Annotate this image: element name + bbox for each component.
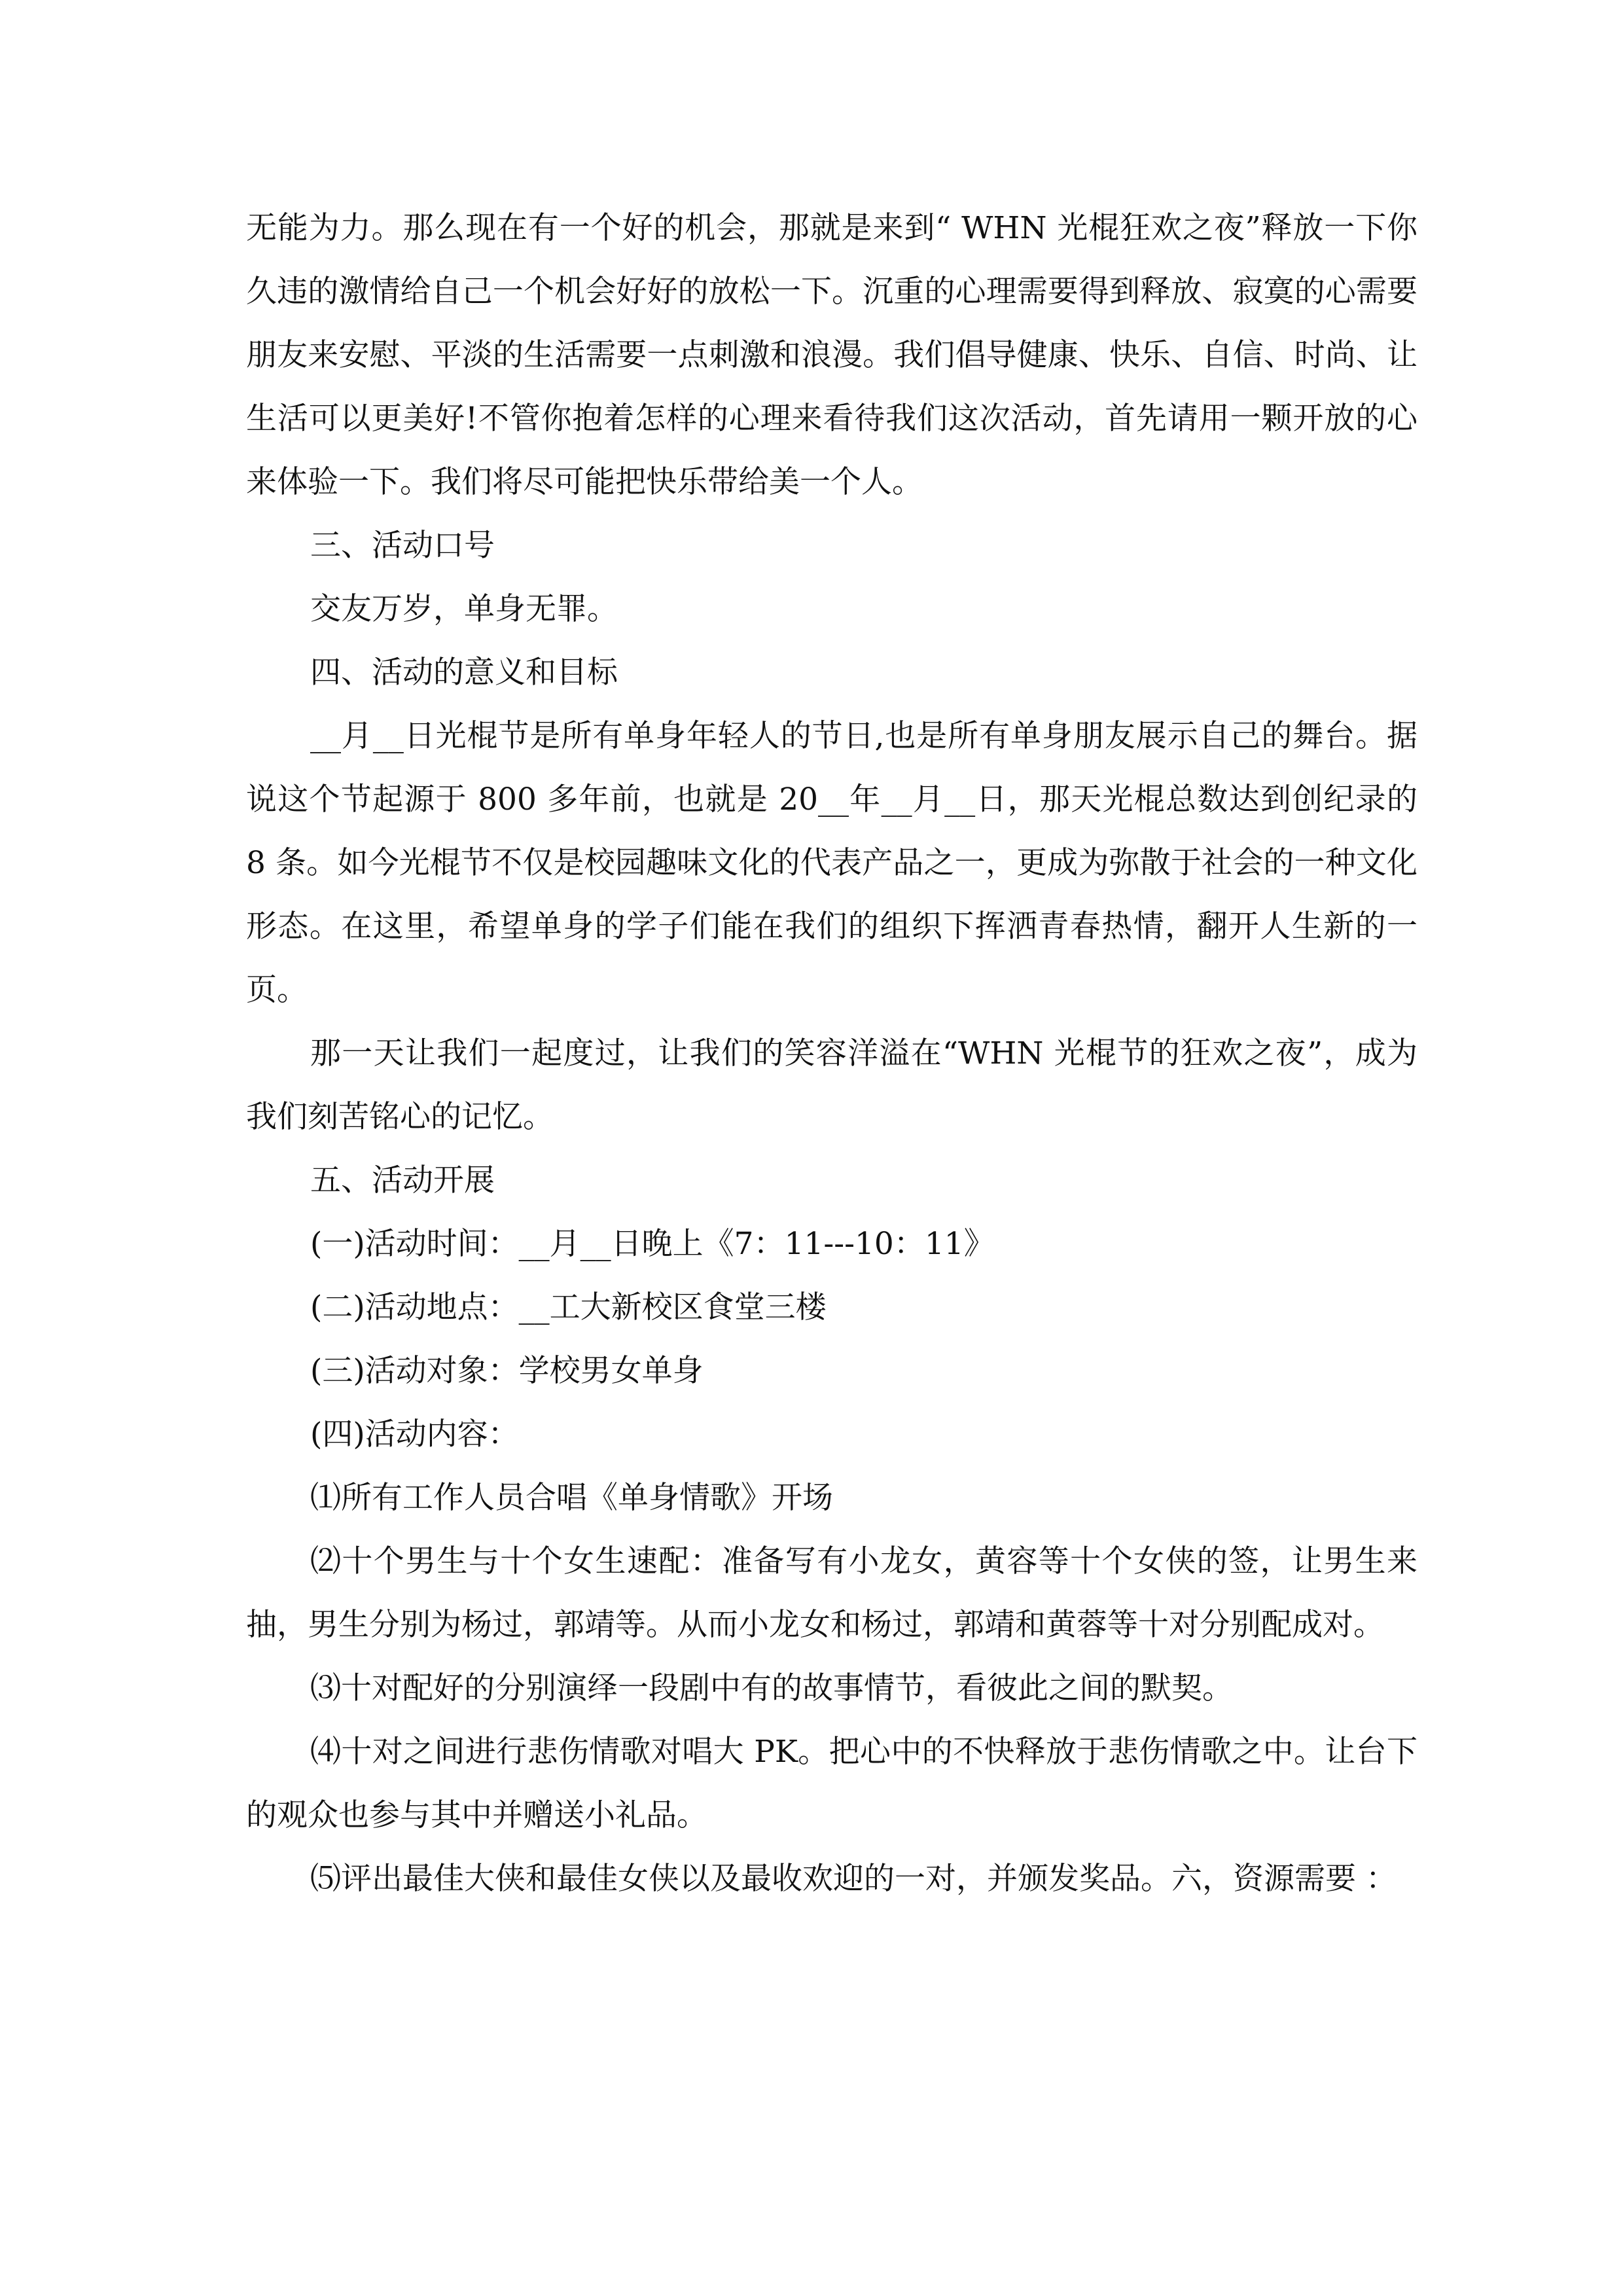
list-item-2: ⑵十个男生与十个女生速配：准备写有小龙女，黄容等十个女侠的签，让男生来抽，男生分别为杨过，郭靖等。从而小龙女和杨过，郭靖和黄蓉等十对分别配成对。 <box>246 1543 1418 1643</box>
paragraph-slogan: 交友万岁，单身无罪。 <box>310 591 618 627</box>
section-heading-significance: 四、活动的意义和目标 <box>310 655 618 691</box>
list-item-3: ⑶十对配好的分别演绎一段剧中有的故事情节，看彼此之间的默契。 <box>310 1670 1233 1706</box>
list-item-4: ⑷十对之间进行悲伤情歌对唱大 PK。把心中的不快释放于悲伤情歌之中。让台下的观众也参与其中并赠送小礼品。 <box>246 1734 1418 1833</box>
section-heading-slogan: 三、活动口号 <box>310 528 495 564</box>
paragraph-significance: __月__日光棍节是所有单身年轻人的节日,也是所有单身朋友展示自己的舞台。据说这个节起源于 800 多年前，也就是 20__年__月__日，那天光棍总数达到创纪录的 8 条。如今光棍节不仅是校园趣味文化的代表产品之一，更成为弥散于社会的一种文化形态。在这里，希望单身的学子们能在我们的组织下挥洒青春热情，翻开人生新的一页。 <box>246 718 1418 1008</box>
paragraph-audience: (三)活动对象：学校男女单身 <box>310 1353 704 1389</box>
paragraph-location: (二)活动地点：__工大新校区食堂三楼 <box>310 1289 827 1325</box>
list-item-1: ⑴所有工作人员合唱《单身情歌》开场 <box>310 1480 833 1516</box>
paragraph-memory: 那一天让我们一起度过，让我们的笑容洋溢在“WHN 光棍节的狂欢之夜”，成为我们刻苦铭心的记忆。 <box>246 1035 1418 1135</box>
paragraph-time: (一)活动时间：__月__日晚上《7：11---10：11》 <box>310 1226 995 1262</box>
list-item-5: ⑸评出最佳大侠和最佳女侠以及最收欢迎的一对，并颁发奖品。六，资源需要 ： <box>310 1861 1397 1897</box>
section-heading-activities: 五、活动开展 <box>310 1162 495 1198</box>
document-body <box>246 196 1418 1910</box>
paragraph-intro-continuation: 无能为力。那么现在有一个好的机会，那就是来到“ WHN 光棍狂欢之夜”释放一下你久违的激情给自己一个机会好好的放松一下。沉重的心理需要得到释放、寂寞的心需要朋友来安慰、平淡的生活需要一点刺激和浪漫。我们倡导健康、快乐、自信、时尚、让生活可以更美好!不管你抱着怎样的心理来看待我们这次活动，首先请用一颗开放的心来体验一下。我们将尽可能把快乐带给美一个人。 <box>246 210 1418 500</box>
paragraph-content-heading: (四)活动内容： <box>310 1416 519 1452</box>
